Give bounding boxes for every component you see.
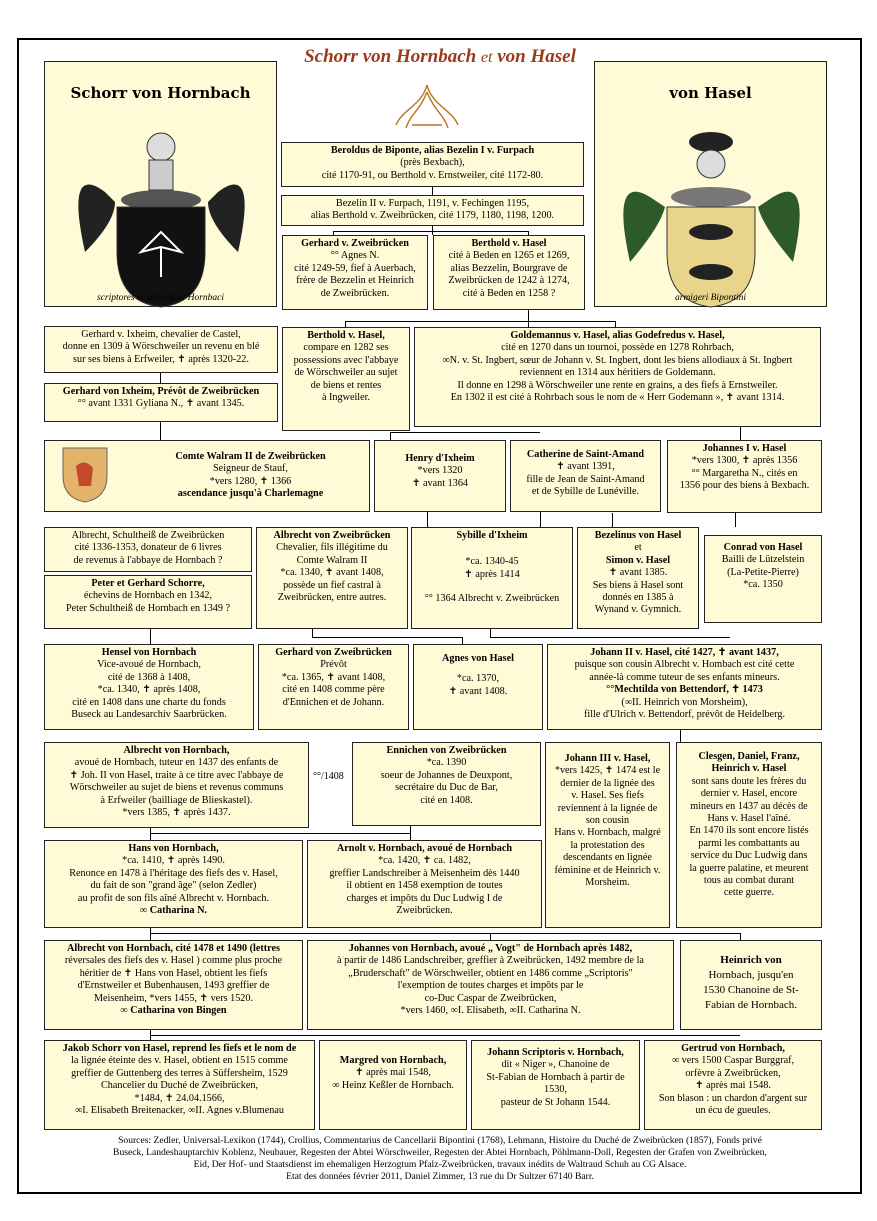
box-walram-ii: Comte Walram II de Zweibrücken Seigneur de Stauf, *vers 1280, ✝ 1366 ascendance jusqu'à Charlemagne — [44, 440, 370, 512]
crest-von-hasel — [594, 61, 827, 307]
box-jakob-schorr-von-hasel: Jakob Schorr von Hasel, reprend les fiefs et le nom de la lignée éteinte des v. Hasel, obtient en 1515 comme greffier de Guttenberg des terres à Süffersheim, 1529 Chancelier du Duché de Zweibrücken, *1484, ✝ 24.04.1566, ∞I. Elisabeth Breitenacker, ∞II. Agnes v.Blumenau — [44, 1040, 315, 1130]
box-albrecht-von-hornbach-1478: Albrecht von Hornbach, cité 1478 et 1490 (lettres réversales des fiefs des v. Hasel ) comme plus proche héritier de ✝ Hans von Hasel, obtient les fiefs d'Ernstweiler et Bubenhausen, 1493 greffier de Meisenheim, *vers 1455, ✝ vers 1520. ∞ Catharina von Bingen — [44, 940, 303, 1030]
box-gerhard-ixheim: Gerhard v. Ixheim, chevalier de Castel, donne en 1309 à Wörschweiler un revenu en blé sur ses biens à Erfweiler, ✝ après 1320-22. — [44, 326, 278, 373]
box-sybille-ixheim: Sybille d'Ixheim *ca. 1340-45 ✝ après 1414 °° 1364 Albrecht v. Zweibrücken — [411, 527, 573, 629]
marriage-date-label: °°/1408 — [313, 771, 344, 782]
box-berthold-hasel-1282: Berthold v. Hasel, compare en 1282 ses possessions avec l'abbaye de Wörschweiler au sujet de biens et rentes à Ingweiler. — [282, 327, 410, 431]
box-ennichen: Ennichen von Zweibrücken *ca. 1390 soeur de Johannes de Deuxpont, secrétaire du Duc de Bar, cité en 1408. — [352, 742, 541, 826]
box-gertrud-hornbach: Gertrud von Hornbach, ∞ vers 1500 Caspar Burggraf, orfèvre à Zweibrücken, ✝ après mai 1548. Son blason : un chardon d'argent sur un écu de gueules. — [644, 1040, 822, 1130]
box-johann-scriptoris: Johann Scriptoris v. Hornbach, dit « Niger », Chanoine de St-Fabian de Hornbach à partir de 1530, pasteur de St Johann 1544. — [471, 1040, 640, 1130]
sources-footer: Sources: Zedler, Universal-Lexikon (1744), Crollius, Commentarius de Cancellarii Bipontini (1768), Lehmann, Histoire du Duché de Zweibrücken (1857), Fonds privé Buseck, Landeshauptarchiv Koblenz, Neubauer, Regesten der Abtei Wörschweiler, Regesten der Abtei Hornbach, Pöhlmann-Doll, Regesten der Grafen von Zweibrücken, Eid, Der Hof- und Staatsdienst im ehemaligen Herzogtum Pfalz-Zweibrücken, travaux inédits de Waltraud Schuh au CG Alsace. Etat des données février 2011, Daniel Zimmer, 13 rue du Dr Sultzer 67140 Barr. — [113, 1135, 767, 1182]
box-margred-hornbach: Margred von Hornbach, ✝ après mai 1548, ∞ Heinz Keßler de Hornbach. — [319, 1040, 467, 1130]
box-arnolt-hornbach: Arnolt v. Hornbach, avoué de Hornbach *ca. 1420, ✝ ca. 1482, greffier Landschreiber à Meisenheim dès 1440 il obtient en 1458 exemption de toutes charges et impôts du Duc Ludwig I de Zweibrücken. — [307, 840, 542, 928]
crest-left-heading: Schorr von Hornbach — [70, 84, 251, 102]
crest-left-caption: scriptores et advocatae Hornbaci — [96, 293, 225, 303]
box-albrecht-von-zweibrucken: Albrecht von Zweibrücken Chevalier, fils illégitime du Comte Walram II *ca. 1340, ✝ avant 1408, possède un fief castral à Zweibrücken, entre autres. — [256, 527, 408, 629]
box-hans-von-hornbach: Hans von Hornbach, *ca. 1410, ✝ après 1490. Renonce en 1478 à l'héritage des fiefs des v. Hasel, du fait de son "grand âge" (selon Zedler) au profit de son fils aîné Albrecht v. Hornbach. ∞ Catharina N. — [44, 840, 303, 928]
box-berthold-hasel: Berthold v. Hasel cité à Beden en 1265 et 1269, alias Bezzelin, Bourgrave de Zweibrücken de 1242 à 1274, cité à Beden en 1258 ? — [433, 235, 585, 310]
coat-of-arms-icon — [595, 102, 828, 312]
crest-right-heading: von Hasel — [669, 84, 752, 102]
box-johann-ii-hasel: Johann II v. Hasel, cité 1427, ✝ avant 1437, puisque son cousin Albrecht v. Hombach est cité cette année-là comme tuteur de ses enfants mineurs. °°Mechtilda von Bettendorf, ✝ 1473 (∞II. Heinrich von Morsheim), fille d'Ulrich v. Bettendorf, prévôt de Heidelberg. — [547, 644, 822, 730]
box-beroldus: Beroldus de Biponte, alias Bezelin I v. Furpach (près Bexbach), cité 1170-91, ou Berthold v. Ernstweiler, cité 1172-80. — [281, 142, 584, 187]
box-hensel-hornbach: Hensel von Hornbach Vice-avoué de Hornbach, cité de 1368 à 1408, *ca. 1340, ✝ après 1408, cité en 1408 dans une charte du fonds Buseck au Landesarchiv Saarbrücken. — [44, 644, 254, 730]
box-albrecht-schultheiss: Albrecht, Schultheiß de Zweibrücken cité 1336-1353, donateur de 6 livres de revenus à l'abbaye de Hornbach ? — [44, 527, 252, 572]
page-title: Schorr von Hornbach et von Hasel — [304, 46, 576, 67]
box-johannes-i-hasel: Johannes I v. Hasel *vers 1300, ✝ après 1356 °° Margaretha N., cités en 1356 pour des biens à Bexbach. — [667, 440, 822, 513]
box-heinrich-von-hornbach: Heinrich von Hornbach, jusqu'en 1530 Chanoine de St- Fabian de Hornbach. — [680, 940, 822, 1030]
ornament-icon — [392, 80, 462, 135]
box-gerhard-ixheim-prevot: Gerhard von Ixheim, Prévôt de Zweibrücken °° avant 1331 Gyliana N., ✝ avant 1345. — [44, 383, 278, 422]
box-albrecht-von-hornbach-1437: Albrecht von Hornbach, avoué de Hornbach, tuteur en 1437 des enfants de ✝ Joh. II von Hasel, traite à ce titre avec l'abbaye de Wörschweiler au sujet de biens et revenus communs à Erfweiler (bailliage de Blieskastel). *vers 1385, ✝ après 1437. — [44, 742, 309, 828]
box-conrad-hasel: Conrad von Hasel Bailli de Lützelstein (La-Petite-Pierre) *ca. 1350 — [704, 535, 822, 623]
box-peter-gerhard-schorre: Peter et Gerhard Schorre, échevins de Hornbach en 1342, Peter Schultheiß de Hornbach en 1349 ? — [44, 575, 252, 629]
crest-schorr-von-hornbach — [44, 61, 277, 307]
box-gerhard-prevot: Gerhard von Zweibrücken Prévôt *ca. 1365, ✝ avant 1408, cité en 1408 comme père d'Ennichen et de Johann. — [258, 644, 409, 730]
box-gerhard-zweibrucken: Gerhard v. Zweibrücken °° Agnes N. cité 1249-59, fief à Auerbach, frère de Bezzelin et Heinrich de Zweibrücken. — [282, 235, 428, 310]
box-bezelin-ii: Bezelin II v. Furpach, 1191, v. Fechingen 1195, alias Berthold v. Zweibrücken, cité 1179, 1180, 1198, 1200. — [281, 195, 584, 226]
box-henry-ixheim: Henry d'Ixheim *vers 1320 ✝ avant 1364 — [374, 440, 506, 512]
box-agnes-hasel: Agnes von Hasel *ca. 1370, ✝ avant 1408. — [413, 644, 543, 730]
box-johann-iii-hasel: Johann III v. Hasel, *vers 1425, ✝ 1474 est le dernier de la lignée des v. Hasel. Ses fiefs reviennent à la lignée de son cousin Hans v. Hornbach, malgré la protestation des descendants en lignée féminine et de Heinrich v. Morsheim. — [545, 742, 670, 928]
box-clesgen-brothers: Clesgen, Daniel, Franz, Heinrich v. Hasel sont sans doute les frères du dernier v. Hasel, encore mineurs en 1437 au décès de Hans v. Hasel l'aîné. En 1470 ils sont encore listés parmi les combattants au service du Duc Ludwig dans la guerre palatine, et meurent tous au combat durant cette guerre. — [676, 742, 822, 928]
box-johannes-von-hornbach: Johannes von Hornbach, avoué „ Vogt" de Hornbach après 1482, à partir de 1486 Landschreiber, greffier à Zweibrücken, 1492 membre de la „Bruderschaft" de Wörschweiler, obtient en 1486 comme „Scriptoris" l'exemption de toutes charges et impôts par le co-Duc Caspar de Zweibrücken, *vers 1460, ∞I. Elisabeth, ∞II. Catharina N. — [307, 940, 674, 1030]
shield-icon — [61, 446, 109, 504]
box-catherine-saint-amand: Catherine de Saint-Amand ✝ avant 1391, fille de Jean de Saint-Amand et de Sybille de Lunéville. — [510, 440, 661, 512]
box-goldemannus: Goldemannus v. Hasel, alias Godefredus v. Hasel, cité en 1270 dans un tournoi, possède en 1278 Rohrbach, ∞N. v. St. Ingbert, sœur de Johann v. St. Ingbert, dont les biens allodiaux à St. Ingbert reviennent en 1314 aux héritiers de Goldemann. Il donne en 1298 à Wörschweiler une rente en grains, a des fiefs à Ernstweiler. En 1302 il est cité à Rohrbach sous le nom de « Herr Godemann », ✝ avant 1314. — [414, 327, 821, 427]
box-bezelinus-simon: Bezelinus von Hasel et Simon v. Hasel ✝ avant 1385. Ses biens à Hasel sont donnés en 1385 à Wynand v. Gymnich. — [577, 527, 699, 629]
coat-of-arms-icon — [45, 102, 278, 312]
crest-right-caption: armigeri Bipontini — [675, 293, 746, 303]
